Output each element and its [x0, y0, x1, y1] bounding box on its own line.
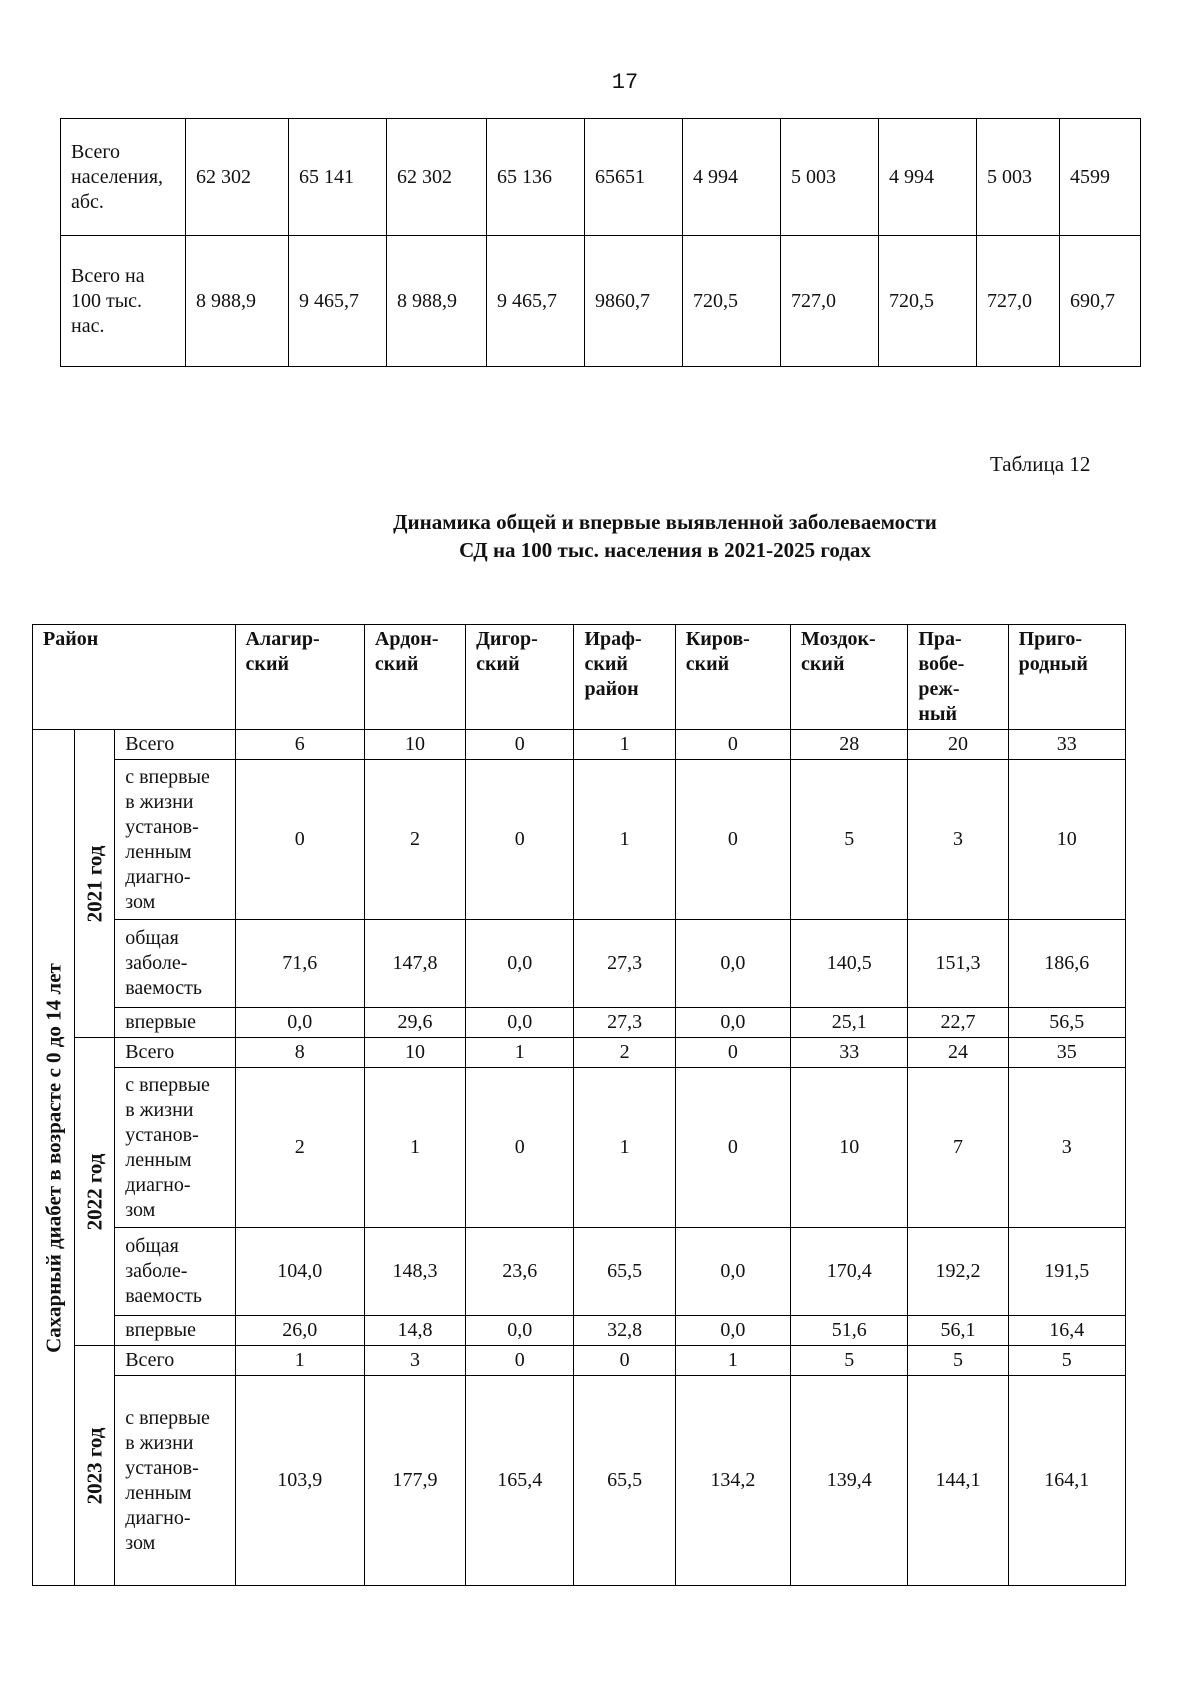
- value-cell: 0: [574, 1346, 675, 1376]
- district-name: [1008, 625, 1125, 730]
- table-row: [33, 730, 1126, 760]
- row-label-cell: [61, 119, 186, 236]
- group-label: Сахарный диабет в возрасте с 0 до 14 лет: [41, 962, 66, 1353]
- cell-text-line: ский: [374, 653, 419, 675]
- value-cell: 10: [364, 1038, 465, 1068]
- value-cell: 65,5: [574, 1376, 675, 1586]
- value-cell: 65,5: [574, 1228, 675, 1316]
- cell-text-line: установ-: [125, 1123, 199, 1146]
- table-row: [33, 1038, 1126, 1068]
- value-cell: 26,0: [235, 1316, 364, 1346]
- value-cell: 720,5: [879, 236, 977, 367]
- value-cell: 0: [675, 760, 790, 920]
- row-label-cell: [61, 236, 186, 367]
- value-cell: 0,0: [675, 1316, 790, 1346]
- cell-text-line: реж-: [918, 678, 960, 700]
- cell-text-line: Ираф-: [584, 628, 642, 650]
- value-cell: 4 994: [683, 119, 781, 236]
- cell-text-line: ленным: [125, 840, 192, 863]
- value-cell: 14,8: [364, 1316, 465, 1346]
- district-name: [675, 625, 790, 730]
- cell-text-line: ский: [584, 653, 628, 675]
- year-label: 2022 год: [82, 1153, 107, 1230]
- group-label-cell: [33, 730, 75, 1586]
- value-cell: 3: [908, 760, 1008, 920]
- value-cell: 0: [466, 1346, 574, 1376]
- value-cell: 5: [791, 1346, 908, 1376]
- district-name: [574, 625, 675, 730]
- year-label: 2021 год: [82, 845, 107, 922]
- value-cell: 65 141: [289, 119, 387, 236]
- cell-text-line: ный: [918, 703, 958, 725]
- cell-text-line: Киров-: [685, 628, 750, 650]
- cell-text-line: вобе-: [918, 653, 965, 675]
- cell-text-line: населения,: [71, 165, 164, 188]
- value-cell: 8 988,9: [387, 236, 487, 367]
- value-cell: 1: [574, 760, 675, 920]
- value-cell: 0: [675, 730, 790, 760]
- diabetes-incidence-table: [32, 624, 1126, 1586]
- value-cell: 0: [466, 760, 574, 920]
- value-cell: 0: [466, 1068, 574, 1228]
- value-cell: 144,1: [908, 1376, 1008, 1586]
- value-cell: 20: [908, 730, 1008, 760]
- value-cell: 0: [466, 730, 574, 760]
- value-cell: 104,0: [235, 1228, 364, 1316]
- value-cell: 24: [908, 1038, 1008, 1068]
- district-name: [791, 625, 908, 730]
- value-cell: 62 302: [387, 119, 487, 236]
- population-table: [60, 118, 1141, 367]
- row-label-cell: [115, 760, 235, 920]
- value-cell: 32,8: [574, 1316, 675, 1346]
- cell-text-line: впервые: [125, 1011, 196, 1033]
- value-cell: 0,0: [466, 1008, 574, 1038]
- table-row: [61, 119, 1141, 236]
- table-row: [33, 1228, 1126, 1316]
- value-cell: 720,5: [683, 236, 781, 367]
- value-cell: 191,5: [1008, 1228, 1125, 1316]
- district-header: Район: [33, 625, 236, 730]
- value-cell: 5: [1008, 1346, 1125, 1376]
- table-row: [33, 1316, 1126, 1346]
- value-cell: 1: [574, 1068, 675, 1228]
- row-label-cell: [115, 1316, 235, 1346]
- cell-text-line: Всего на: [71, 264, 145, 287]
- value-cell: 65651: [585, 119, 683, 236]
- value-cell: 71,6: [235, 920, 364, 1008]
- value-cell: 62 302: [186, 119, 289, 236]
- value-cell: 9860,7: [585, 236, 683, 367]
- cell-text-line: впервые: [125, 1319, 196, 1341]
- value-cell: 5: [791, 760, 908, 920]
- cell-text-line: район: [584, 678, 639, 700]
- value-cell: 103,9: [235, 1376, 364, 1586]
- value-cell: 0,0: [235, 1008, 364, 1038]
- cell-text-line: зом: [125, 1531, 156, 1554]
- table-row: [33, 920, 1126, 1008]
- cell-text-line: нас.: [71, 314, 105, 337]
- value-cell: 1: [235, 1346, 364, 1376]
- value-cell: 0,0: [675, 920, 790, 1008]
- row-label-cell: [115, 1376, 235, 1586]
- table-row: [33, 1346, 1126, 1376]
- value-cell: 147,8: [364, 920, 465, 1008]
- row-label-cell: [115, 1346, 235, 1376]
- value-cell: 16,4: [1008, 1316, 1125, 1346]
- table-row: [61, 236, 1141, 367]
- table-title-line-2: СД на 100 тыс. населения в 2021-2025 годах: [459, 538, 871, 562]
- value-cell: 56,5: [1008, 1008, 1125, 1038]
- cell-text-line: диагно-: [125, 865, 191, 888]
- cell-text-line: абс.: [71, 190, 104, 213]
- value-cell: 10: [791, 1068, 908, 1228]
- header-row: [33, 625, 1126, 730]
- cell-text-line: с впервые: [125, 1406, 210, 1429]
- value-cell: 2: [364, 760, 465, 920]
- table-row: [33, 1376, 1126, 1586]
- table-row: [33, 1068, 1126, 1228]
- value-cell: 165,4: [466, 1376, 574, 1586]
- value-cell: 151,3: [908, 920, 1008, 1008]
- value-cell: 177,9: [364, 1376, 465, 1586]
- cell-text-line: 100 тыс.: [71, 289, 143, 312]
- cell-text-line: ский: [685, 653, 730, 675]
- table-title-line-1: Динамика общей и впервые выявленной заболеваемости: [393, 510, 937, 534]
- value-cell: 148,3: [364, 1228, 465, 1316]
- value-cell: 28: [791, 730, 908, 760]
- cell-text-line: Дигор-: [476, 628, 538, 650]
- cell-text-line: ский: [476, 653, 520, 675]
- table-title: [0, 508, 1200, 564]
- district-name: [466, 625, 574, 730]
- value-cell: 134,2: [675, 1376, 790, 1586]
- cell-text-line: диагно-: [125, 1506, 191, 1529]
- cell-text-line: родный: [1018, 653, 1088, 675]
- value-cell: 1: [675, 1346, 790, 1376]
- value-cell: 186,6: [1008, 920, 1125, 1008]
- value-cell: 3: [364, 1346, 465, 1376]
- cell-text-line: Всего: [125, 1349, 175, 1371]
- value-cell: 3: [1008, 1068, 1125, 1228]
- cell-text-line: в жизни: [125, 1098, 194, 1121]
- value-cell: 25,1: [791, 1008, 908, 1038]
- cell-text-line: ский: [801, 653, 845, 675]
- value-cell: 727,0: [977, 236, 1060, 367]
- cell-text-line: установ-: [125, 1456, 199, 1479]
- value-cell: 170,4: [791, 1228, 908, 1316]
- value-cell: 23,6: [466, 1228, 574, 1316]
- cell-text-line: с впервые: [125, 765, 210, 788]
- value-cell: 22,7: [908, 1008, 1008, 1038]
- row-label-cell: [115, 1068, 235, 1228]
- value-cell: 8: [235, 1038, 364, 1068]
- value-cell: 4599: [1060, 119, 1141, 236]
- value-cell: 0: [675, 1038, 790, 1068]
- value-cell: 5: [908, 1346, 1008, 1376]
- value-cell: 51,6: [791, 1316, 908, 1346]
- table-row: [33, 760, 1126, 920]
- cell-text-line: Пра-: [918, 628, 962, 650]
- value-cell: 27,3: [574, 920, 675, 1008]
- value-cell: 5 003: [781, 119, 879, 236]
- value-cell: 139,4: [791, 1376, 908, 1586]
- year-label: 2023 год: [82, 1427, 107, 1504]
- cell-text-line: ский: [245, 653, 289, 675]
- value-cell: 140,5: [791, 920, 908, 1008]
- year-label-cell: [75, 1346, 115, 1586]
- value-cell: 164,1: [1008, 1376, 1125, 1586]
- value-cell: 690,7: [1060, 236, 1141, 367]
- district-name: [908, 625, 1008, 730]
- value-cell: 5 003: [977, 119, 1060, 236]
- value-cell: 10: [364, 730, 465, 760]
- value-cell: 9 465,7: [289, 236, 387, 367]
- cell-text-line: зом: [125, 890, 156, 913]
- cell-text-line: Моздок-: [801, 628, 876, 650]
- table-label: Таблица 12: [990, 452, 1091, 476]
- value-cell: 8 988,9: [186, 236, 289, 367]
- value-cell: 0: [675, 1068, 790, 1228]
- district-name: [364, 625, 465, 730]
- cell-text-line: ваемость: [125, 977, 203, 999]
- table-row: [33, 1008, 1126, 1038]
- value-cell: 33: [791, 1038, 908, 1068]
- value-cell: 727,0: [781, 236, 879, 367]
- value-cell: 0,0: [466, 1316, 574, 1346]
- value-cell: 0: [235, 760, 364, 920]
- cell-text-line: общая: [125, 1235, 179, 1257]
- cell-text-line: ленным: [125, 1148, 192, 1171]
- cell-text-line: ленным: [125, 1481, 192, 1504]
- value-cell: 10: [1008, 760, 1125, 920]
- cell-text-line: диагно-: [125, 1173, 191, 1196]
- year-label-cell: [75, 1038, 115, 1346]
- value-cell: 35: [1008, 1038, 1125, 1068]
- cell-text-line: Всего: [71, 140, 121, 163]
- cell-text-line: заболе-: [125, 1260, 188, 1282]
- cell-text-line: Всего: [125, 1041, 175, 1063]
- value-cell: 6: [235, 730, 364, 760]
- cell-text-line: Алагир-: [245, 628, 320, 650]
- value-cell: 2: [574, 1038, 675, 1068]
- value-cell: 9 465,7: [487, 236, 585, 367]
- value-cell: 0,0: [675, 1008, 790, 1038]
- row-label-cell: [115, 1038, 235, 1068]
- row-label-cell: [115, 730, 235, 760]
- cell-text-line: Всего: [125, 733, 175, 755]
- row-label-cell: [115, 1228, 235, 1316]
- value-cell: 1: [574, 730, 675, 760]
- value-cell: 29,6: [364, 1008, 465, 1038]
- value-cell: 56,1: [908, 1316, 1008, 1346]
- cell-text-line: в жизни: [125, 790, 194, 813]
- cell-text-line: с впервые: [125, 1073, 210, 1096]
- district-name: [235, 625, 364, 730]
- value-cell: 2: [235, 1068, 364, 1228]
- cell-text-line: установ-: [125, 815, 199, 838]
- page-number: 17: [611, 70, 639, 95]
- cell-text-line: в жизни: [125, 1431, 194, 1454]
- value-cell: 4 994: [879, 119, 977, 236]
- cell-text-line: общая: [125, 927, 179, 949]
- value-cell: 1: [466, 1038, 574, 1068]
- cell-text-line: заболе-: [125, 952, 188, 974]
- value-cell: 0,0: [675, 1228, 790, 1316]
- cell-text-line: ваемость: [125, 1285, 203, 1307]
- cell-text-line: Приго-: [1018, 628, 1083, 650]
- value-cell: 27,3: [574, 1008, 675, 1038]
- value-cell: 65 136: [487, 119, 585, 236]
- row-label-cell: [115, 1008, 235, 1038]
- row-label-cell: [115, 920, 235, 1008]
- value-cell: 0,0: [466, 920, 574, 1008]
- value-cell: 7: [908, 1068, 1008, 1228]
- cell-text-line: зом: [125, 1198, 156, 1221]
- value-cell: 192,2: [908, 1228, 1008, 1316]
- year-label-cell: [75, 730, 115, 1038]
- cell-text-line: Ардон-: [374, 628, 439, 650]
- value-cell: 33: [1008, 730, 1125, 760]
- value-cell: 1: [364, 1068, 465, 1228]
